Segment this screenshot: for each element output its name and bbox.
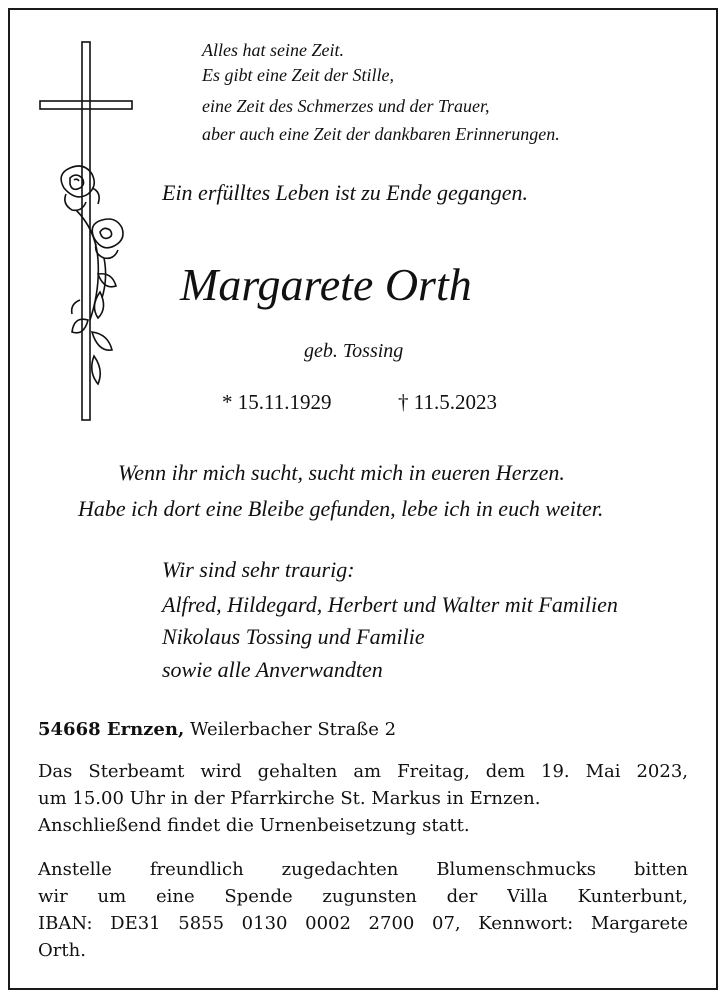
service-line: um 15.00 Uhr in der Pfarrkirche St. Markus in Ernzen. (38, 788, 541, 809)
quote-line: Wenn ihr mich sucht, sucht mich in eueren Herzen. (118, 460, 565, 485)
donation-line: wir um eine Spende zugunsten der Villa Kunterbunt, (38, 886, 688, 907)
cross-with-roses-icon (36, 38, 146, 428)
mourners-line: Alfred, Hildegard, Herbert und Walter mit Familien (162, 592, 618, 617)
service-line: Anschließend findet die Urnenbeisetzung statt. (38, 815, 470, 836)
birth-name: geb. Tossing (304, 340, 404, 362)
birth-date: * 15.11.1929 (222, 390, 332, 414)
death-date: † 11.5.2023 (398, 390, 497, 414)
address (38, 718, 396, 742)
mourners-line: Nikolaus Tossing und Familie (162, 624, 425, 649)
intro-text: Ein erfülltes Leben ist zu Ende gegangen. (162, 180, 528, 205)
mourners-line: Wir sind sehr traurig: (162, 557, 355, 582)
poem-line: eine Zeit des Schmerzes und der Trauer, (202, 96, 490, 116)
quote-line: Habe ich dort eine Bleibe gefunden, lebe ich in euch weiter. (78, 496, 604, 521)
donation-line: Orth. (38, 940, 86, 961)
donation-line: Anstelle freundlich zugedachten Blumenschmucks bitten (38, 859, 688, 880)
address-city: 54668 Ernzen, (38, 719, 185, 740)
service-line: Das Sterbeamt wird gehalten am Freitag, dem 19. Mai 2023, (38, 761, 688, 782)
address-street: Weilerbacher Straße 2 (189, 719, 397, 740)
poem-line: Alles hat seine Zeit. (202, 40, 344, 60)
deceased-name: Margarete Orth (180, 259, 472, 310)
poem-line: aber auch eine Zeit der dankbaren Erinnerungen. (202, 124, 560, 144)
poem-line: Es gibt eine Zeit der Stille, (202, 65, 394, 85)
donation-line: IBAN: DE31 5855 0130 0002 2700 07, Kennwort: Margarete (38, 913, 688, 934)
mourners-line: sowie alle Anverwandten (162, 657, 383, 682)
